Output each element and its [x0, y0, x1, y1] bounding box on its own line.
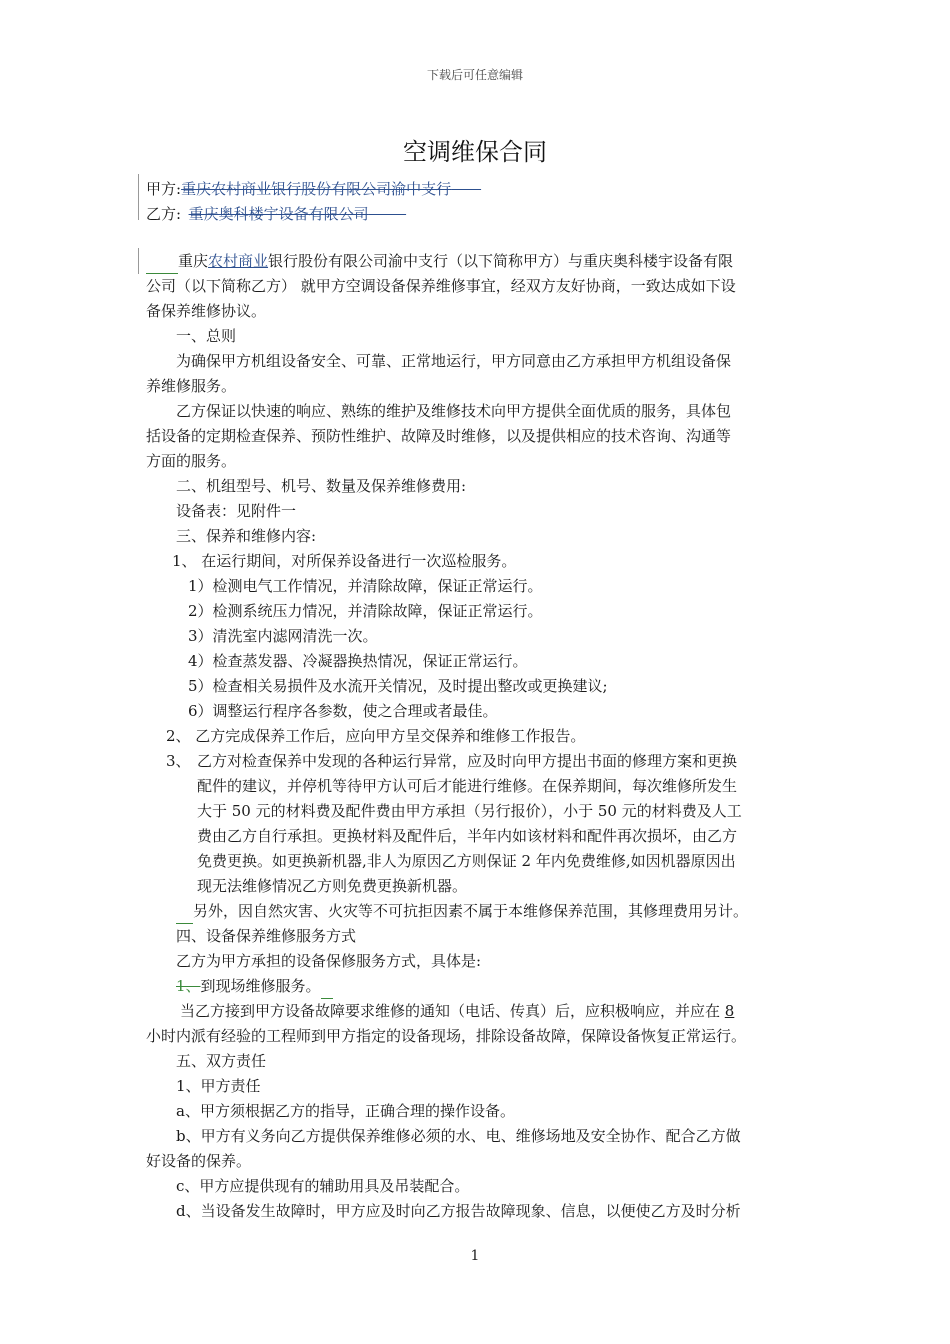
s3-item-3-line: 乙方对检查保养中发现的各种运行异常，应及时向甲方提出书面的修理方案和更换 [197, 752, 738, 770]
revision-bar [138, 174, 139, 220]
s3-subitem: 6）调整运行程序各参数，使之合理或者最佳。 [188, 702, 498, 720]
page-number: 1 [470, 1248, 480, 1264]
section-3-heading: 三、保养和维修内容: [176, 527, 317, 545]
s3-item-3-line: 配件的建议，并停机等待甲方认可后才能进行维修。在保养期间，每次维修所发生 [197, 777, 738, 795]
s3-subitem: 5）检查相关易损件及水流开关情况，及时提出整改或更换建议; [188, 677, 608, 695]
s4-paragraph-2: 1、到现场维修服务。 [176, 974, 333, 999]
s3-item-2: 2、 乙方完成保养工作后，应向甲方呈交保养和维修工作报告。 [166, 727, 586, 745]
s5-item-d: d、当设备发生故障时，甲方应及时向乙方报告故障现象、信息，以便使乙方及时分析 [176, 1202, 741, 1220]
party-b-line [146, 203, 406, 224]
s3-subitem: 3）清洗室内滤网清洗一次。 [188, 627, 378, 645]
s3-extra-note: 另外，因自然灾害、火灾等不可抗拒因素不属于本维修保养范围，其修理费用另计。 [176, 899, 748, 924]
s1-paragraph-2: 乙方保证以快速的响应、熟练的维护及维修技术向甲方提供全面优质的服务，具体包 [176, 402, 732, 420]
s4-paragraph-3-cont: 小时内派有经验的工程师到甲方指定的设备现场，排除设备故障，保障设备恢复正常运行。 [146, 1027, 747, 1045]
section-2-heading: 二、机组型号、机号、数量及保养维修费用: [176, 477, 467, 495]
s5-item-a: a、甲方须根据乙方的指导，正确合理的操作设备。 [176, 1102, 515, 1120]
s4-paragraph-3: 当乙方接到甲方设备故障要求维修的通知（电话、传真）后，应积极响应，并应在 8 [180, 1002, 735, 1020]
s3-subitem: 4）检查蒸发器、冷凝器换热情况，保证正常运行。 [188, 652, 528, 670]
page-header: 下载后可任意编辑 [426, 68, 523, 82]
s3-subitem: 1）检测电气工作情况，并清除故障，保证正常运行。 [188, 577, 543, 595]
section-5-heading: 五、双方责任 [176, 1052, 267, 1070]
s3-item-3-line: 免费更换。如更换新机器,非人为原因乙方则保证 2 年内免费维修,如因机器原因出 [197, 852, 736, 870]
party-a-line [146, 178, 481, 199]
document-title: 空调维保合同 [403, 138, 547, 166]
s5-item-b-cont: 好设备的保养。 [146, 1152, 252, 1170]
intro-line-3: 备保养维修协议。 [146, 302, 267, 320]
equipment-list-ref: 设备表：见附件一 [176, 502, 297, 520]
party-a-label: 甲方: [146, 180, 182, 198]
s1-paragraph-1: 为确保甲方机组设备安全、可靠、正常地运行，甲方同意由乙方承担甲方机组设备保 [176, 352, 732, 370]
s3-item-3-line: 费由乙方自行承担。更换材料及配件后，半年内如该材料和配件再次损坏，由乙方 [197, 827, 738, 845]
s3-item-3-line: 现无法维修情况乙方则免费更换新机器。 [197, 877, 468, 895]
intro-line-2: 公司（以下简称乙方） 就甲方空调设备保养维修事宜，经双方友好协商，一致达成如下设 [146, 277, 736, 295]
party-b-value: 重庆奥科楼宇设备有限公司 [188, 205, 369, 223]
s1-paragraph-2-end: 方面的服务。 [146, 452, 237, 470]
party-a-value: 重庆农村商业银行股份有限公司渝中支行 [181, 180, 452, 198]
s3-subitem: 2）检测系统压力情况，并清除故障，保证正常运行。 [188, 602, 543, 620]
section-4-heading: 四、设备保养维修服务方式 [176, 927, 357, 945]
s5-subsection-1: 1、甲方责任 [176, 1077, 261, 1095]
s5-item-b: b、甲方有义务向乙方提供保养维修必须的水、电、维修场地及安全协作、配合乙方做 [176, 1127, 741, 1145]
section-1-heading: 一、总则 [176, 327, 237, 345]
s1-paragraph-1-cont: 养维修服务。 [146, 377, 237, 395]
party-b-label: 乙方: [146, 205, 182, 223]
s3-item-3-line: 大于 50 元的材料费及配件费由甲方承担（另行报价），小于 50 元的材料费及人工 [197, 802, 742, 820]
s3-item-3-number: 3、 [166, 752, 191, 770]
revision-bar [138, 248, 139, 274]
intro-line-1: 重庆农村商业银行股份有限公司渝中支行（以下简称甲方）与重庆奥科楼宇设备有限 [146, 249, 733, 274]
s1-paragraph-2-cont: 括设备的定期检查保养、预防性维护、故障及时维修，以及提供相应的技术咨询、沟通等 [146, 427, 732, 445]
s5-item-c: c、甲方应提供现有的辅助用具及吊装配合。 [176, 1177, 470, 1195]
s4-paragraph-1: 乙方为甲方承担的设备保修服务方式，具体是: [176, 952, 482, 970]
deleted-numbering: 1、 [176, 977, 201, 995]
s3-item-1: 1、 在运行期间，对所保养设备进行一次巡检服务。 [172, 552, 517, 570]
